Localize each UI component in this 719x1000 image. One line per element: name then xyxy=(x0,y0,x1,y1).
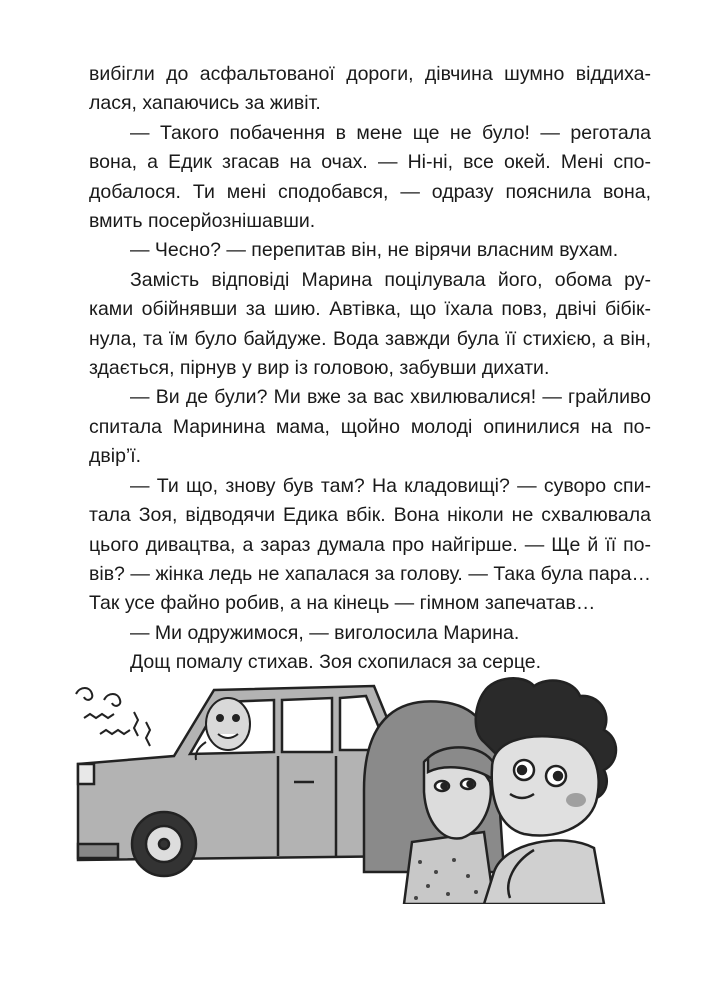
exhaust-smoke-icon xyxy=(76,688,150,746)
paragraph-3: — Чесно? — перепитав він, не вірячи власним вухам. xyxy=(130,239,619,262)
paragraph-7: — Ми одружимося, — виголосила Марина. xyxy=(130,621,520,644)
boy xyxy=(476,678,616,904)
car-and-kissing-couple-illustration xyxy=(64,672,636,904)
paragraph-8: Дощ помалу стихав. Зоя схопилася за серце. xyxy=(130,651,542,674)
paragraph-6: — Ти що, знову був там? На кладовищі? — суворо спи-тала Зоя, відводячи Едика вбік. Вона ніколи не схвалювала цього дивацтва, а зараз думала про найгірше. — Ще й її по-вів? — жінка ледь не хапалася за голову. — Така була пара… Так усе файно робив, а на кінець — гімном запечатав… xyxy=(89,474,651,615)
paragraph-2: — Такого побачення в мене ще не було! — реготала вона, а Едик згасав на очах. — Ні-ні, все окей. Мені спо-добалося. Ти мені сподобався, — одразу пояснила вона, вмить посерйознішавши. xyxy=(89,121,651,233)
paragraph-4: Замість відповіді Марина поцілувала його, обома ру-ками обійнявши за шию. Автівка, що їхала повз, двічі бібік-нула, та їм було байдуже. Вода завжди була її стихією, а він, здається, пірнув у вир із головою, забувши дихати. xyxy=(89,268,651,380)
paragraph-1: вибігли до асфальтованої дороги, дівчина шумно віддиха-лася, хапаючись за живіт. xyxy=(89,63,651,115)
paragraph-5: — Ви де були? Ми вже за вас хвилювалися! — грайливо спитала Маринина мама, щойно молоді опинилися на по-двір’ї. xyxy=(89,386,651,468)
page-body xyxy=(89,60,651,678)
